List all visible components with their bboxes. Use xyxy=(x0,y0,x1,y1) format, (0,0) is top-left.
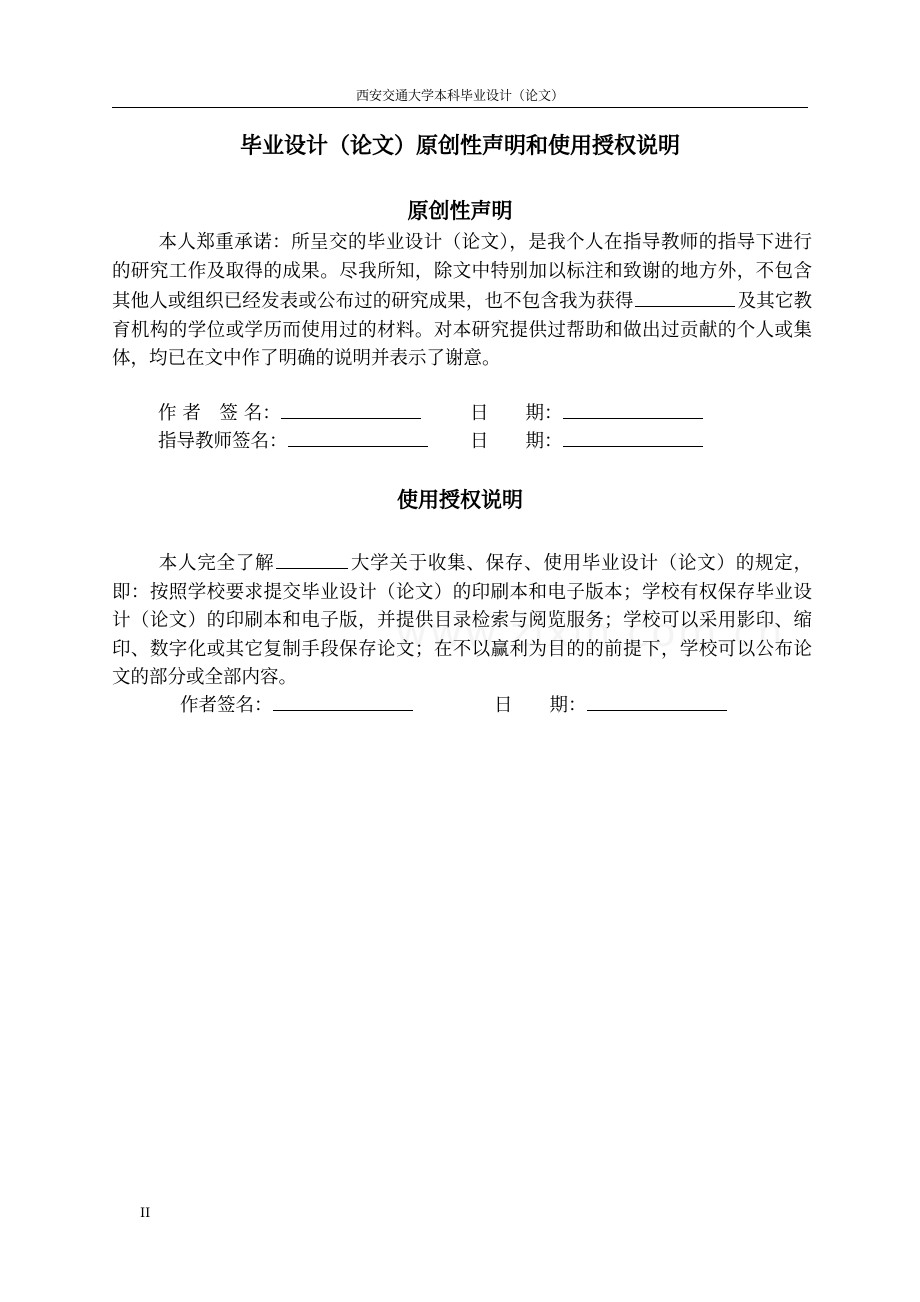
document-title: 毕业设计（论文）原创性声明和使用授权说明 xyxy=(239,134,680,159)
advisor-signature-row xyxy=(158,426,428,455)
running-header: 西安交通大学本科毕业设计（论文） xyxy=(355,89,564,104)
watermark xyxy=(395,610,785,656)
authorization-author-label: 作者签名： xyxy=(180,695,273,716)
advisor-date-field[interactable] xyxy=(563,426,703,447)
author-date-label: 日 期： xyxy=(470,403,563,424)
header-rule xyxy=(112,107,808,108)
advisor-signature-label: 指导教师签名： xyxy=(158,431,288,452)
advisor-signature-field[interactable] xyxy=(288,426,428,447)
author-date-row xyxy=(470,398,703,427)
author-date-field[interactable] xyxy=(563,398,703,419)
author-signature-row xyxy=(158,398,421,427)
authorization-heading: 使用授权说明 xyxy=(397,488,523,512)
originality-paragraph xyxy=(112,229,812,374)
authorization-date-field[interactable] xyxy=(587,690,727,711)
university-blank-field[interactable] xyxy=(276,548,348,569)
authorization-text-part2: 大学关于收集、保存、使用毕业设计（论文）的规定，即：按照学校要求提交毕业设计（论文）的印刷本和电子版本；学校有权保存毕业设计（论文）的印刷本和电子版，并提供目录检索与阅览服务；学校可以采用影印、缩印、数字化或其它复制手段保存论文；在不以赢利为目的的前提下，学校可以公布论文的部分或全部内容。 xyxy=(112,553,812,688)
author-signature-label: 作 者 签 名： xyxy=(158,403,281,424)
authorization-date-label: 日 期： xyxy=(494,695,587,716)
originality-text-part2: 及其它教育机构的学位或学历而使用过的材料。对本研究提供过帮助和做出过贡献的个人或集体，均已在文中作了明确的说明并表示了谢意。 xyxy=(112,291,812,369)
authorization-author-field[interactable] xyxy=(273,690,413,711)
author-signature-field[interactable] xyxy=(281,398,421,419)
page-number: II xyxy=(140,1206,151,1221)
degree-blank-field[interactable] xyxy=(635,286,735,307)
advisor-date-row xyxy=(470,426,703,455)
authorization-date-row xyxy=(494,690,727,719)
originality-heading: 原创性声明 xyxy=(407,199,513,223)
authorization-text-part1: 本人完全了解 xyxy=(158,553,275,574)
authorization-author-row xyxy=(180,690,413,719)
originality-text-part1: 本人郑重承诺：所呈交的毕业设计（论文），是我个人在指导教师的指导下进行的研究工作及取得的成果。尽我所知，除文中特别加以标注和致谢的地方外，不包含其他人或组织已经发表或公布过的研究成果，也不包含我为获得 xyxy=(112,232,812,312)
advisor-date-label: 日 期： xyxy=(470,431,563,452)
